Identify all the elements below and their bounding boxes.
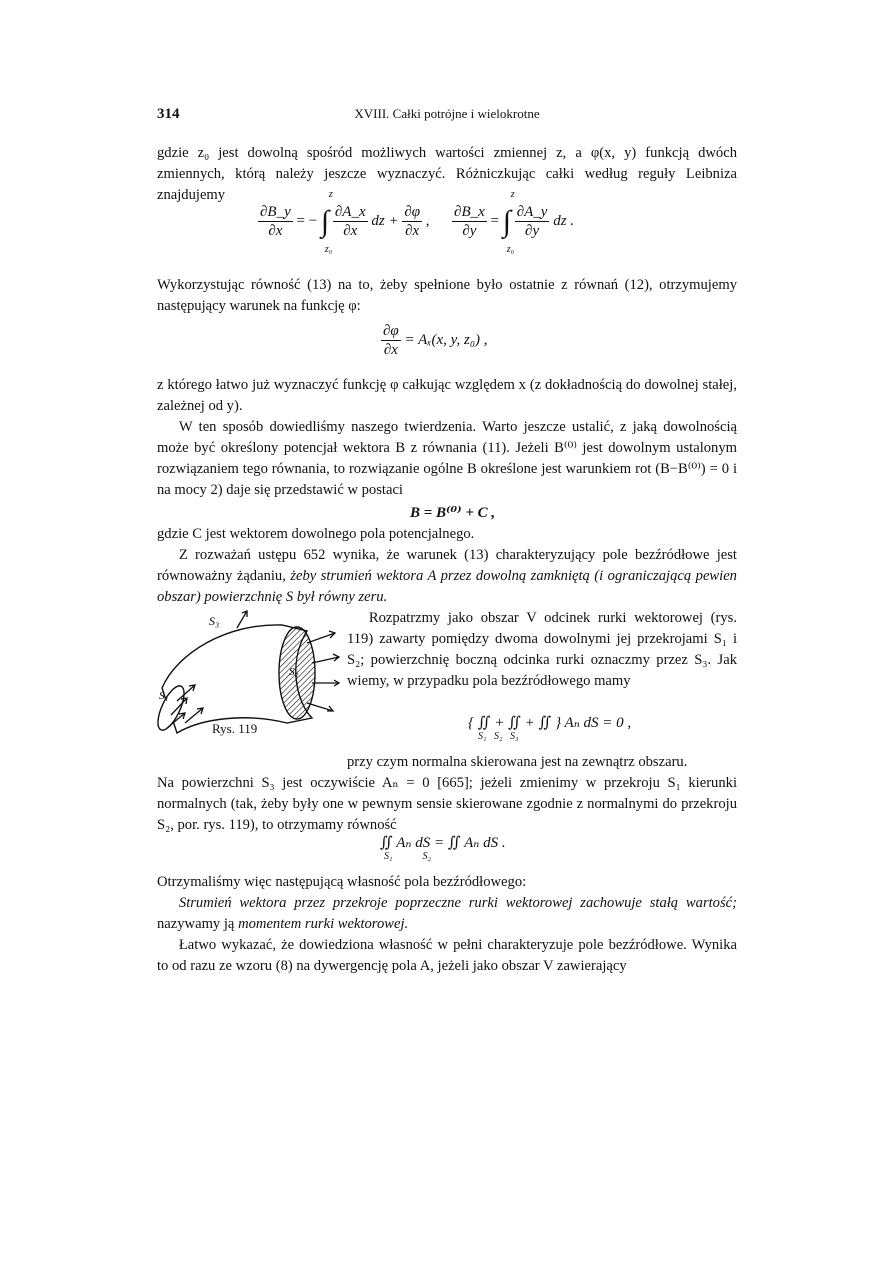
f2-rhs: = Aₓ(x, y, z₀) , <box>404 331 488 348</box>
f1-lhs2-num: ∂B_x <box>454 204 485 220</box>
running-title: XVIII. Całki potrójne i wielokrotne <box>354 106 540 121</box>
f1-dz-plus: dz + <box>371 212 399 229</box>
paragraph-6-italic: żeby strumień wektora A przez dowolną zamkniętą (i ograniczającą pewien obszar) powierzchnię S był równy zeru. <box>157 568 737 605</box>
f5-subs: S₁ S₂ <box>384 851 431 862</box>
f1-lhs2-den: ∂y <box>462 223 477 239</box>
paragraph-11-italic: Strumień wektora przez przekroje poprzeczne rurki wektorowej zachowuje stałą wartość; <box>178 895 737 911</box>
paragraph-12: Łatwo wykazać, że dowiedziona własność w pełni charakteryzuje pole bezźródłowe. Wynika to od razu ze wzoru (8) na dywergencję pola A, jeżeli jako obszar V zawierający <box>157 937 737 974</box>
formula-flux-equality <box>380 833 506 862</box>
f1-phi-num: ∂φ <box>404 204 421 220</box>
f1-upper-2: z <box>510 188 515 200</box>
f1-lhs-den: ∂x <box>268 223 283 239</box>
f1-lower-2: z₀ <box>506 243 515 255</box>
page-number: 314 <box>157 106 180 122</box>
formula-flux-sum <box>468 713 631 742</box>
f1-int2-num: ∂A_y <box>516 204 548 220</box>
f2-num: ∂φ <box>383 323 399 339</box>
paragraph-8: przy czym normalna skierowana jest na zewnątrz obszaru. <box>347 754 688 770</box>
page-header <box>157 106 737 126</box>
formula-general-solution: B = B⁽⁰⁾ + C , <box>410 505 496 521</box>
f1-phi-den: ∂x <box>405 223 420 239</box>
f4-subs: S₁ S₂ S₃ <box>478 731 519 742</box>
f1-comma: , <box>425 212 430 229</box>
paragraph-3: z którego łatwo już wyznaczyć funkcję φ całkując względem x (z dokładnością do dowolnej stałej, zależnej od y). <box>157 377 737 414</box>
f1-dz-end: dz . <box>553 212 575 229</box>
label-s1: S₁ <box>159 690 169 702</box>
f1-int-num: ∂A_x <box>334 204 366 220</box>
paragraph-1: gdzie z₀ jest dowolną spośród możliwych wartości zmiennej z, a φ(x, y) funkcją dwóch zmiennych, którą należy jeszcze wyznaczyć. Różniczkując całki według reguły Leibniza znajdujemy <box>157 145 737 203</box>
f2-den: ∂x <box>383 342 398 358</box>
paragraph-11-italic-2: momentem rurki wektorowej. <box>238 916 409 932</box>
paragraph-10: Otrzymaliśmy więc następującą własność pola bezźródłowego: <box>157 874 527 890</box>
paragraph-2: Wykorzystując równość (13) na to, żeby spełnione było ostatnie z równań (12), otrzymujemy następujący warunek na funkcję φ: <box>157 277 737 314</box>
figure-caption: Rys. 119 <box>212 721 258 736</box>
paragraph-5: gdzie C jest wektorem dowolnego pola potencjalnego. <box>157 526 475 542</box>
paragraph-11-text: nazywamy ją <box>157 916 235 932</box>
f4-expr: { ∬ + ∬ + ∬ } Aₙ dS = 0 , <box>468 715 632 731</box>
f1-minus: = − <box>296 212 318 229</box>
formula-phi-condition <box>381 322 621 359</box>
formula-leibniz: $\frac{\partial B\_y}{\partial x}$ = − z ∫ z₀ $\frac{\partial A\_x}{\partial x}$ dz + $\frac{\partial\varphi}{\partial x}$ , $\frac{\partial B\_x}{\partial y}$ = z ∫ z₀ $\frac{\partial A\_y}{\partial y}$ dz . <box>260 188 575 255</box>
label-s3: S₃ <box>209 614 220 628</box>
paragraph-6-text: Z rozważań ustępu 652 wynika, że warunek (13) charakteryzujący pole bezźródłowe jest równoważny żądaniu, <box>157 547 737 584</box>
paragraph-9: Na powierzchni S₃ jest oczywiście Aₙ = 0 [665]; jeżeli zmienimy w przekroju S₁ kierunki normalnych (tak, żeby były one w pewnym sensie skierowane zgodnie z normalnymi do przekroju S₂, por. rys. 119), to otrzymamy równość <box>157 775 737 833</box>
paragraph-6 <box>157 545 737 605</box>
f1-int-den: ∂x <box>343 223 358 239</box>
label-s2: S₂ <box>289 666 299 678</box>
f1-equals: = <box>490 212 499 229</box>
paragraph-11 <box>157 893 737 935</box>
f1-lower-1: z₀ <box>324 243 333 255</box>
f1-int2-den: ∂y <box>525 223 540 239</box>
f5-expr: ∬ Aₙ dS = ∬ Aₙ dS . <box>380 835 506 851</box>
paragraph-4: W ten sposób dowiedliśmy naszego twierdzenia. Warto jeszcze ustalić, z jaką dowolnością może być określony potencjał wektora B z równania (11). Jeżeli B⁽⁰⁾ jest dowolnym ustalonym rozwiązaniem tego równania, to rozwiązanie ogólne B określone jest warunkiem rot (B−B⁽⁰⁾) = 0 i na mocy 2) daje się przedstawić w postaci <box>157 419 737 498</box>
paragraph-7: Rozpatrzmy jako obszar V odcinek rurki wektorowej (rys. 119) zawarty pomiędzy dwoma dowolnymi jej przekrojami S₁ i S₂; powierzchnię boczną odcinka rurki oznaczmy przez S₃. Jak wiemy, w przypadku pola bezźródłowego mamy <box>347 610 737 689</box>
f1-lhs-num: ∂B_y <box>260 204 291 220</box>
f1-upper-1: z <box>328 188 333 200</box>
